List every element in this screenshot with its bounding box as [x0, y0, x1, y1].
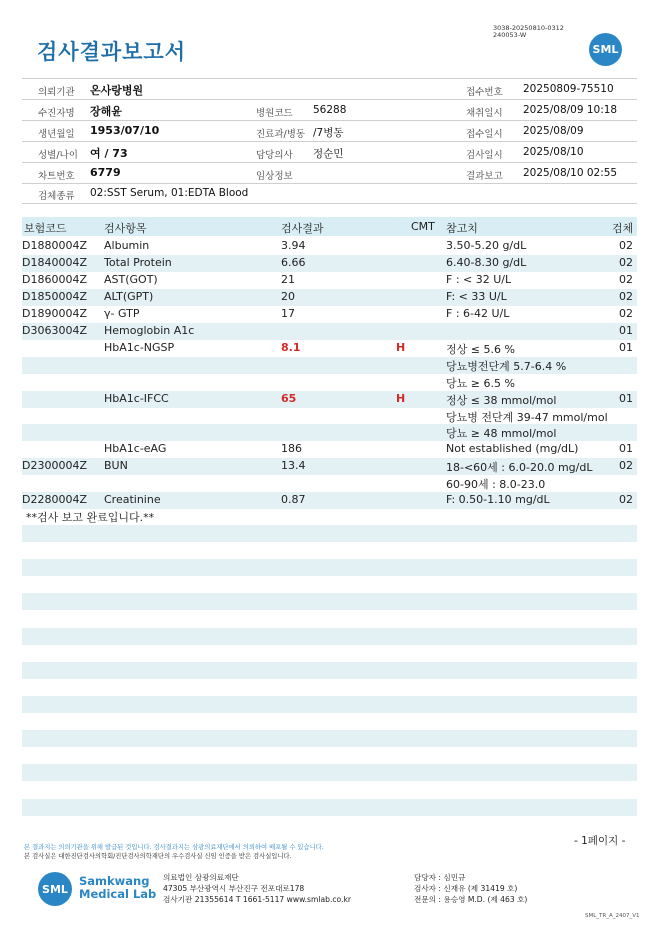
cell-specimen: 02	[619, 493, 633, 507]
dept-label: 진료과/병동	[256, 129, 306, 140]
cell-code: D1840004Z	[22, 255, 87, 269]
row-band	[22, 628, 637, 645]
divider	[22, 203, 637, 204]
specimen-value: 02:SST Serum, 01:EDTA Blood	[90, 187, 249, 199]
cell-item: AST(GOT)	[104, 272, 158, 286]
institution-value: 온사랑병원	[90, 84, 144, 97]
cell-result: 8.1	[281, 340, 301, 354]
completion-note: **검사 보고 완료입니다.**	[26, 511, 155, 524]
collection-date-value: 2025/08/09 10:18	[523, 104, 618, 116]
cell-reference: 6.40-8.30 g/dL	[446, 255, 527, 269]
cell-specimen: 02	[619, 239, 633, 252]
cell-reference: F : 6-42 U/L	[446, 306, 510, 320]
cell-specimen: 02	[619, 289, 633, 303]
header-specimen: 검체	[612, 222, 634, 235]
cell-item: Hemoglobin A1c	[104, 323, 195, 337]
cell-result: 13.4	[281, 459, 306, 473]
reception-date-value: 2025/08/09	[523, 125, 584, 137]
reception-date-label: 접수일시	[466, 129, 503, 140]
cell-reference: F: 0.50-1.10 mg/dL	[446, 493, 550, 507]
cell-code: D3063004Z	[22, 323, 87, 337]
cell-reference: 당뇨 ≥ 6.5 %	[446, 376, 515, 390]
cell-specimen: 01	[619, 442, 633, 456]
hospital-code-value: 56288	[313, 104, 347, 116]
divider	[22, 162, 637, 163]
test-date-value: 2025/08/10	[523, 146, 584, 158]
cell-reference: 18-<60세 : 6.0-20.0 mg/dL	[446, 461, 593, 475]
cell-result: 65	[281, 391, 297, 405]
collection-date-label: 채취일시	[466, 108, 503, 119]
cell-result: 17	[281, 306, 295, 320]
cell-result: 21	[281, 272, 295, 286]
cell-specimen: 02	[619, 459, 633, 473]
cell-item: ALT(GPT)	[104, 289, 154, 303]
cell-reference: 당뇨 ≥ 48 mmol/mol	[446, 427, 557, 441]
cell-result: 186	[281, 442, 302, 456]
header-cmt: CMT	[411, 220, 435, 233]
divider	[22, 120, 637, 121]
cell-reference: 60-90세 : 8.0-23.0	[446, 478, 546, 492]
footnote-2: 본 검사실은 대한진단검사의학회/진단검사의학재단의 우수검사실 신임 인증을 받은 검사실입니다.	[24, 853, 292, 860]
patient-value: 장해윤	[90, 105, 122, 118]
sex-age-label: 성별/나이	[38, 150, 78, 161]
cell-reference: F : < 32 U/L	[446, 272, 512, 286]
cell-reference: 3.50-5.20 g/dL	[446, 239, 527, 252]
cell-code: D1860004Z	[22, 272, 87, 286]
dept-value: /7병동	[313, 127, 344, 139]
cell-specimen: 01	[619, 391, 633, 405]
cell-specimen: 01	[619, 323, 633, 337]
cell-reference: 정상 ≤ 38 mmol/mol	[446, 393, 557, 407]
cell-code: D1890004Z	[22, 306, 87, 320]
row-band	[22, 662, 637, 679]
row-band	[22, 799, 637, 816]
document-id: 3038-20250810-0312 240053-W	[493, 24, 564, 39]
clinical-label: 임상정보	[256, 171, 293, 182]
row-band	[22, 559, 637, 576]
cell-specimen: 02	[619, 255, 633, 269]
doctor-label: 담당의사	[256, 150, 293, 161]
divider	[22, 141, 637, 142]
sex-age-value: 여 / 73	[90, 147, 128, 160]
row-band	[22, 764, 637, 781]
footnote-1: 본 결과지는 의뢰기관을 위해 발급된 것입니다. 검사결과지는 삼광의료재단에서 의뢰하여 배포될 수 있습니다.	[24, 844, 324, 851]
divider	[22, 99, 637, 100]
cell-flag: H	[396, 340, 406, 354]
header-result: 검사결과	[281, 222, 324, 235]
cell-reference: 정상 ≤ 5.6 %	[446, 342, 515, 356]
cell-item: BUN	[104, 459, 128, 473]
hospital-code-label: 병원코드	[256, 108, 293, 119]
sml-logo: SML	[589, 33, 622, 66]
report-date-label: 결과보고	[466, 171, 503, 182]
reception-no-label: 접수번호	[466, 87, 503, 98]
specimen-label: 검체종류	[38, 191, 75, 202]
cell-code: D2280004Z	[22, 493, 87, 507]
cell-result: 3.94	[281, 239, 306, 252]
cell-specimen: 02	[619, 306, 633, 320]
birth-label: 생년월일	[38, 129, 75, 140]
divider	[22, 78, 637, 79]
row-band	[22, 525, 637, 542]
cell-result: 6.66	[281, 255, 306, 269]
cell-reference: 당뇨병 전단계 39-47 mmol/mol	[446, 410, 608, 424]
row-band	[22, 593, 637, 610]
report-date-value: 2025/08/10 02:55	[523, 167, 618, 179]
page-indicator: - 1페이지 -	[574, 835, 626, 847]
footer-org-name: Samkwang Medical Lab	[79, 874, 157, 901]
cell-specimen: 02	[619, 272, 633, 286]
cell-reference: F: < 33 U/L	[446, 289, 507, 303]
cell-item: Total Protein	[104, 255, 172, 269]
doctor-value: 정순민	[313, 148, 344, 160]
cell-item: HbA1c-IFCC	[104, 391, 169, 405]
cell-code: D1880004Z	[22, 239, 87, 252]
divider	[22, 183, 637, 184]
patient-label: 수진자명	[38, 108, 75, 119]
cell-result: 0.87	[281, 493, 306, 507]
cell-specimen: 01	[619, 340, 633, 354]
footer-sml-logo: SML	[38, 872, 72, 906]
cell-item: γ- GTP	[104, 306, 140, 320]
footer-address: 의료법인 삼광의료재단 47305 부산광역시 부산진구 전포대로178 검사기관 21355614 T 1661-5117 www.smlab.co.kr	[163, 873, 351, 904]
birth-value: 1953/07/10	[90, 124, 160, 137]
cell-item: HbA1c-NGSP	[104, 340, 175, 354]
chart-no-value: 6779	[90, 166, 121, 179]
cell-reference: 당뇨병전단계 5.7-6.4 %	[446, 359, 567, 373]
row-band	[22, 730, 637, 747]
institution-label: 의뢰기관	[38, 87, 75, 98]
cell-flag: H	[396, 391, 406, 405]
report-title: 검사결과보고서	[37, 40, 187, 64]
cell-code: D2300004Z	[22, 459, 87, 473]
cell-item: HbA1c-eAG	[104, 442, 167, 456]
cell-item: Creatinine	[104, 493, 161, 507]
footer-staff: 담당자 : 심민규 검사자 : 신재유 (제 31419 호) 전문의 : 용승영 M.D. (제 463 호)	[414, 873, 528, 904]
header-code: 보험코드	[24, 222, 67, 235]
cell-code: D1850004Z	[22, 289, 87, 303]
header-item: 검사항목	[104, 222, 147, 235]
header-reference: 참고치	[446, 222, 478, 235]
reception-no-value: 20250809-75510	[523, 83, 614, 95]
test-date-label: 검사일시	[466, 150, 503, 161]
cell-reference: Not established (mg/dL)	[446, 442, 579, 456]
chart-no-label: 차트번호	[38, 171, 75, 182]
cell-result: 20	[281, 289, 295, 303]
row-band	[22, 696, 637, 713]
cell-item: Albumin	[104, 239, 150, 252]
form-code: SML_TR_A_2407_V1	[585, 913, 640, 919]
